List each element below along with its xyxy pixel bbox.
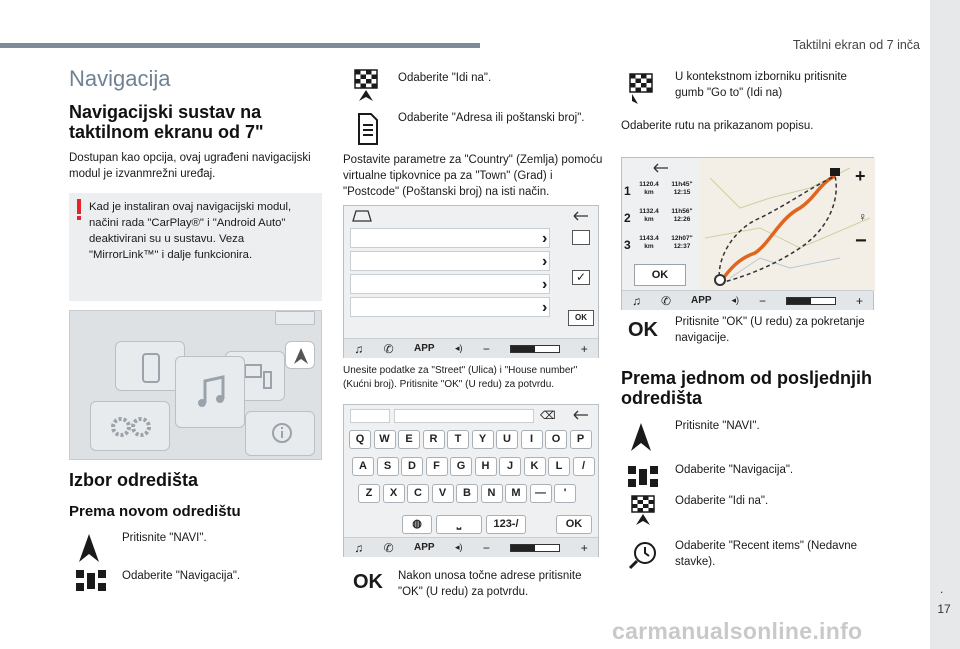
volume-icon: ◂) [731,295,740,305]
key-dash[interactable]: — [530,484,552,503]
app-button[interactable]: APP [414,343,435,354]
key-w[interactable]: W [374,430,396,449]
keyboard-ok-key[interactable]: OK [556,515,592,534]
volume-level[interactable] [510,544,560,552]
checkbox-checked-icon[interactable]: ✓ [572,270,590,285]
volume-minus-button[interactable]: − [759,293,767,308]
key-x[interactable]: X [383,484,405,503]
house-number-field[interactable] [350,297,550,317]
side-strip [930,0,960,649]
route-duration: 11h56" 12:26 [671,208,693,223]
step-recent-items: Odaberite "Recent items" (Nedavne stavke). [675,540,858,568]
ok-icon: OK [628,319,658,341]
chevron-right-icon[interactable]: › [542,230,548,247]
navigation-tile [285,341,315,369]
phone-icon[interactable]: ✆ [383,540,394,555]
volume-plus-button[interactable]: + [580,540,588,555]
town-field[interactable] [350,251,550,271]
volume-level[interactable] [510,345,560,353]
globe-key[interactable]: ◍ [402,515,432,534]
address-icon [355,112,381,151]
volume-plus-button[interactable]: + [580,341,588,356]
mode-key[interactable]: 123-/ [486,515,526,534]
key-m[interactable]: M [505,484,527,503]
key-i[interactable]: I [521,430,543,449]
volume-minus-button[interactable]: − [482,341,490,356]
step-go-to-recent: Odaberite "Idi na". [675,495,769,507]
volume-icon: ◂) [454,343,463,353]
step-start-navigation: Pritisnite "OK" (U redu) za pokretanje navigacije. [675,316,865,344]
phone-icon[interactable]: ✆ [383,341,394,356]
key-apostrophe[interactable]: ' [554,484,576,503]
page-number: 17 [937,602,951,616]
go-to-flag-icon [628,72,654,111]
step-navi-recent: Pritisnite "NAVI". [675,420,760,432]
key-v[interactable]: V [432,484,454,503]
zoom-in-button[interactable]: + [855,166,866,186]
step-context-go-to: U kontekstnom izborniku pritisnite gumb "Go to" (Idi na) [675,71,847,99]
route-number: 2 [624,211,631,225]
key-z[interactable]: Z [358,484,380,503]
key-p[interactable]: P [570,430,592,449]
parameters-paragraph: Postavite parametre za "Country" (Zemlja) pomoću virtualne tipkovnice pa za "Town" (Grad) i "Postcode" (Poštanski broj) na isti način. [343,154,603,198]
key-slash[interactable]: / [573,457,595,476]
chevron-right-icon[interactable]: › [542,299,548,316]
checkered-flag-icon [353,68,379,107]
key-b[interactable]: B [456,484,478,503]
route-option[interactable] [622,178,700,204]
key-t[interactable]: T [447,430,469,449]
app-button[interactable]: APP [690,295,712,306]
app-button[interactable]: APP [414,542,435,553]
watermark: carmanualsonline.info [612,618,863,644]
settings-tile [90,401,170,451]
key-r[interactable]: R [423,430,445,449]
route-map-screen [621,157,874,310]
route-duration: 11h45" 12:15 [671,181,693,196]
key-f[interactable]: F [426,457,448,476]
navigation-grid-icon [628,466,658,493]
zoom-out-button[interactable]: − [855,230,867,252]
step-confirm-address: Nakon unosa točne adrese pritisnite "OK" (U redu) za potvrdu. [398,570,582,598]
checkbox-empty-icon[interactable] [572,230,590,245]
volume-minus-button[interactable]: − [482,540,490,555]
ok-icon: OK [353,571,383,593]
key-a[interactable]: A [352,457,374,476]
bottom-bar [622,290,873,310]
side-dot: . [940,582,944,596]
country-field[interactable] [350,228,550,248]
top-rule [0,43,480,48]
section-title-destination: Izbor odredišta [69,470,199,490]
route-option[interactable] [622,205,700,231]
music-icon[interactable]: ♫ [354,540,364,555]
warning-text: Kad je instaliran ovaj navigacijski modul, načini rada "CarPlay®" i "Android Auto" deaktivirani su u sustavu. Veza "MirrorLink™" i dalje funkcionira. [89,201,292,261]
section-title: Navigacijski sustav na taktilnom ekranu od 7" [69,102,264,142]
route-duration: 12h07" 12:37 [671,235,693,250]
key-l[interactable]: L [548,457,570,476]
bottom-bar [344,537,598,557]
warning-icon [76,199,82,221]
section-title-recent: Prema jednom od posljednjih odredišta [621,368,873,408]
phone-icon[interactable]: ✆ [660,293,672,308]
key-s[interactable]: S [377,457,399,476]
section-header: Taktilni ekran od 7 inča [792,38,920,52]
street-caption: Unesite podatke za "Street" (Ulica) i "House number" (Kućni broj). Pritisnite "OK" (U redu) za potvrdu. [343,365,578,390]
checkered-flag-icon [630,494,656,531]
route-distance: 1120.4 km [639,181,659,196]
key-e[interactable]: E [398,430,420,449]
info-tile [245,411,315,456]
key-k[interactable]: K [524,457,546,476]
step-navigation: Odaberite "Navigacija". [122,570,241,582]
key-n[interactable]: N [481,484,503,503]
route-distance: 1132.4 km [639,208,659,223]
route-option[interactable] [622,232,700,258]
key-q[interactable]: Q [349,430,371,449]
key-g[interactable]: G [450,457,472,476]
step-navigation-recent: Odaberite "Navigacija". [675,464,794,476]
key-y[interactable]: Y [472,430,494,449]
step-go-to: Odaberite "Idi na". [398,72,492,84]
backspace-icon[interactable]: ⌫ [540,410,556,422]
screen-ok-button[interactable]: OK [568,310,594,326]
step-navi: Pritisnite "NAVI". [122,532,207,544]
street-field[interactable] [350,274,550,294]
chevron-right-icon[interactable]: › [542,276,548,293]
navi-arrow-icon [78,533,100,568]
route-map[interactable] [700,158,875,291]
text-input[interactable] [394,409,534,423]
page-title: Navigacija [69,66,171,91]
key-h[interactable]: H [475,457,497,476]
navigation-grid-icon [76,570,106,597]
space-key[interactable]: ⎵ [436,515,482,534]
key-j[interactable]: J [499,457,521,476]
poi-icon[interactable]: ♀ [858,210,867,224]
step-address: Odaberite "Adresa ili poštanski broj". [398,112,585,124]
bottom-bar [344,338,598,358]
music-icon[interactable]: ♫ [631,293,641,308]
navi-arrow-icon [630,422,652,457]
volume-level[interactable] [786,297,836,305]
map-ok-button[interactable]: OK [634,264,686,286]
volume-icon: ◂) [454,542,463,552]
music-icon[interactable]: ♫ [354,341,364,356]
route-number: 3 [624,238,631,252]
recent-items-icon [628,540,658,575]
keyboard-screen [343,404,599,557]
route-number: 1 [624,184,631,198]
chevron-right-icon[interactable]: › [542,253,548,270]
route-distance: 1143.4 km [639,235,659,250]
key-o[interactable]: O [545,430,567,449]
key-d[interactable]: D [401,457,423,476]
volume-plus-button[interactable]: + [855,293,863,308]
media-tile [175,356,245,428]
route-select-paragraph: Odaberite rutu na prikazanom popisu. [621,120,814,132]
key-c[interactable]: C [407,484,429,503]
intro-paragraph: Dostupan kao opcija, ovaj ugrađeni navigacijski modul je izvanmrežni uređaj. [69,152,311,180]
key-u[interactable]: U [496,430,518,449]
home-screen-illustration [69,310,322,460]
address-form-screen [343,205,599,358]
subsection-title-new: Prema novom odredištu [69,503,241,520]
